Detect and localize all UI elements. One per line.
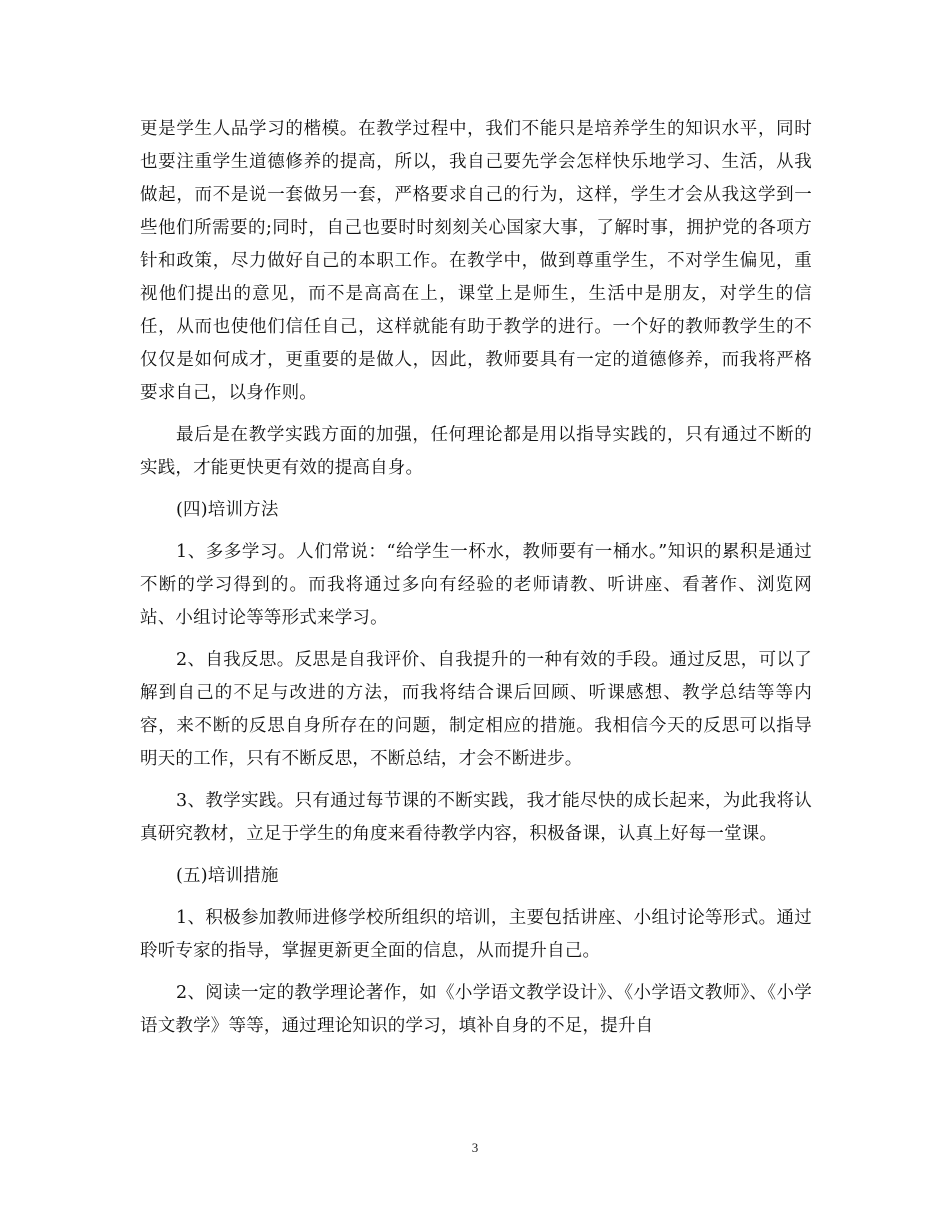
list-item-read-theory: 2、阅读一定的教学理论著作，如《小学语文教学设计》、《小学语文教师》、《小学语文教学》等等，通过理论知识的学习，填补自身的不足，提升自 [140,983,812,1036]
section-heading-training-measures: (五)培训措施 [176,866,279,886]
paragraph-practice: 最后是在教学实践方面的加强，任何理论都是用以指导实践的，只有通过不断的实践，才能更快更有效的提高自身。 [140,425,812,478]
list-item-attend-training: 1、积极参加教师进修学校所组织的培训，主要包括讲座、小组讨论等形式。通过聆听专家的指导，掌握更新更全面的信息，从而提升自己。 [140,908,812,961]
list-item-study: 1、多多学习。人们常说：“给学生一杯水，教师要有一桶水。”知识的累积是通过不断的学习得到的。而我将通过多向有经验的老师请教、听讲座、看著作、浏览网站、小组讨论等等形式来学习。 [140,542,812,628]
page-number: 3 [471,1140,479,1155]
section-heading-training-methods: (四)培训方法 [176,500,279,520]
list-item-teaching-practice: 3、教学实践。只有通过每节课的不断实践，我才能尽快的成长起来，为此我将认真研究教材，立足于学生的角度来看待教学内容，积极备课，认真上好每一堂课。 [140,791,812,844]
document-body [140,113,812,1052]
paragraph-continuation: 更是学生人品学习的楷模。在教学过程中，我们不能只是培养学生的知识水平，同时也要注重学生道德修养的提高，所以，我自己要先学会怎样快乐地学习、生活，从我做起，而不是说一套做另一套，严格要求自己的行为，这样，学生才会从我这学到一些他们所需要的;同时，自己也要时时刻刻关心国家大事，了解时事，拥护党的各项方针和政策，尽力做好自己的本职工作。在教学中，做到尊重学生，不对学生偏见，重视他们提出的意见，而不是高高在上，课堂上是师生，生活中是朋友，对学生的信任，从而也使他们信任自己，这样就能有助于教学的进行。一个好的教师教学生的不仅仅是如何成才，更重要的是做人，因此，教师要具有一定的道德修养，而我将严格要求自己，以身作则。 [140,119,812,403]
list-item-reflection: 2、自我反思。反思是自我评价、自我提升的一种有效的手段。通过反思，可以了解到自己的不足与改进的方法，而我将结合课后回顾、听课感想、教学总结等等内容，来不断的反思自身所存在的问题，制定相应的措施。我相信今天的反思可以指导明天的工作，只有不断反思，不断总结，才会不断进步。 [140,650,812,769]
